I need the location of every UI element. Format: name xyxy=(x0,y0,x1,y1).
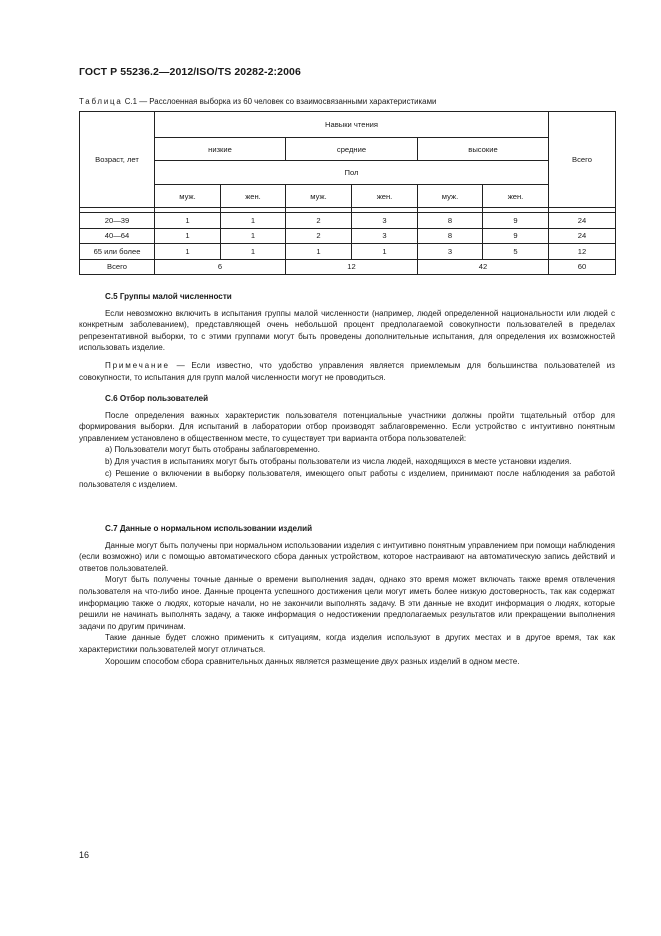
header-sex-cell: муж. xyxy=(418,185,483,208)
header-sex-cell: жен. xyxy=(221,185,286,208)
table-row xyxy=(80,213,616,229)
row-value: 2 xyxy=(286,228,352,244)
header-sex-cell: жен. xyxy=(483,185,549,208)
section-c5 xyxy=(79,291,615,383)
header-skill-low: низкие xyxy=(155,138,286,161)
row-value: 1 xyxy=(155,228,221,244)
table-caption-word: Таблица xyxy=(79,97,123,106)
row-age: 40—64 xyxy=(80,228,155,244)
row-value: 1 xyxy=(286,244,352,260)
row-value: 1 xyxy=(155,244,221,260)
note-word: Примечание xyxy=(105,360,170,370)
section-c5-paragraph: Если невозможно включить в испытания группы малой численности (например, людей определенной национальности или людей с конкретным заболеванием), представляющей очень небольшой процент предполагаемой совокупности пользователей в пределах репрезентативной выборки, то с этими группами могут быть проведены дополнительные испытания, для определения их возможностей использовать изделие. xyxy=(79,308,615,353)
row-value: 2 xyxy=(286,213,352,229)
header-sex-cell: муж. xyxy=(286,185,352,208)
totals-low: 6 xyxy=(155,259,286,275)
row-total: 24 xyxy=(549,213,616,229)
header-skill-medium: средние xyxy=(286,138,418,161)
section-c7-title: С.7 Данные о нормальном использовании изделий xyxy=(105,524,313,533)
header-sex-cell: жен. xyxy=(352,185,418,208)
section-c6-paragraph: После определения важных характеристик пользователя потенциальные участники должны пройти тщательный отбор для формирования выборки. Для испытаний в лаборатории отбор производят заблаговременно. Если устройство с интуитивно понятным управлением установлено в общественном месте, то существует три варианта отбора пользователей: xyxy=(79,410,615,443)
row-value: 3 xyxy=(418,244,483,260)
section-c6-item-a: a) Пользователи могут быть отобраны заблаговременно. xyxy=(105,445,320,455)
row-value: 1 xyxy=(221,213,286,229)
row-value: 8 xyxy=(418,228,483,244)
totals-medium: 12 xyxy=(286,259,418,275)
row-value: 9 xyxy=(483,213,549,229)
row-value: 3 xyxy=(352,228,418,244)
row-value: 1 xyxy=(155,213,221,229)
row-value: 8 xyxy=(418,213,483,229)
section-c6-item-c: c) Решение о включении в выборку пользователя, имеющего опыт работы с изделием, принимают после наблюдения за работой пользователя с изделием. xyxy=(79,468,615,490)
row-total: 24 xyxy=(549,228,616,244)
section-c7-paragraph-2: Могут быть получены точные данные о времени выполнения задач, однако это время может включать также время отвлечения пользователя на что-либо иное. Данные процента успешного достижения цели могут иметь более низкую достоверность, так как содержат информацию также о людях, которые начали, но не закончили выполнять задачу. В эти данные не входит информация о людях, которые решили не начинать выполнять задачу, а также информация о недостижении предполагаемых результатов или прекращении выполнения задачи по другим причинам. xyxy=(79,575,615,631)
row-total: 12 xyxy=(549,244,616,260)
row-value: 9 xyxy=(483,228,549,244)
table-row xyxy=(80,228,616,244)
note-text: — Если известно, что удобство управления является приемлемым для большинства пользователей из совокупности, то испытания для групп малой численности могут не проводиться. xyxy=(79,360,616,382)
section-c5-title: С.5 Группы малой численности xyxy=(105,292,232,301)
document-header: ГОСТ Р 55236.2—2012/ISO/TS 20282-2:2006 xyxy=(79,66,301,78)
row-age: 65 или более xyxy=(80,244,155,260)
header-sex: Пол xyxy=(155,161,549,185)
table-caption-text: С.1 — Расслоенная выборка из 60 человек со взаимосвязанными характеристиками xyxy=(124,97,437,106)
section-c6-item-b: b) Для участия в испытаниях могут быть отобраны пользователи из числа людей, находящихся в месте установки изделия. xyxy=(105,456,572,466)
totals-high: 42 xyxy=(418,259,549,275)
section-c7-paragraph-1: Данные могут быть получены при нормальном использовании изделия с интуитивно понятным управлением при помощи наблюдения (если возможно) или с помощью автоматического сбора данных устройством, которое настраивают на автоматическую запись действий и ответов пользователей. xyxy=(79,540,615,573)
table-row xyxy=(80,244,616,260)
section-c7-paragraph-4: Хорошим способом сбора сравнительных данных является размещение двух разных изделий в одном месте. xyxy=(105,656,520,666)
row-value: 1 xyxy=(221,228,286,244)
header-skill-high: высокие xyxy=(418,138,549,161)
header-age: Возраст, лет xyxy=(80,112,155,208)
page-number: 16 xyxy=(79,850,90,860)
table-caption xyxy=(79,97,436,106)
header-reading-skills: Навыки чтения xyxy=(155,112,549,138)
totals-label: Всего xyxy=(80,259,155,275)
row-value: 1 xyxy=(221,244,286,260)
table-totals-row xyxy=(80,259,616,275)
row-value: 5 xyxy=(483,244,549,260)
row-age: 20—39 xyxy=(80,213,155,229)
header-total: Всего xyxy=(549,112,616,208)
section-c7 xyxy=(79,523,615,667)
section-c7-paragraph-3: Такие данные будет сложно применить к ситуациям, когда изделия используют в других местах и в другое время, так как характеристики пользователей могут отличаться. xyxy=(79,633,615,654)
header-sex-cell: муж. xyxy=(155,185,221,208)
totals-total: 60 xyxy=(549,259,616,275)
row-value: 1 xyxy=(352,244,418,260)
section-c5-note xyxy=(79,360,615,383)
stratified-sample-table xyxy=(79,111,616,275)
section-c6-title: С.6 Отбор пользователей xyxy=(105,394,209,403)
section-c6 xyxy=(79,393,615,491)
row-value: 3 xyxy=(352,213,418,229)
